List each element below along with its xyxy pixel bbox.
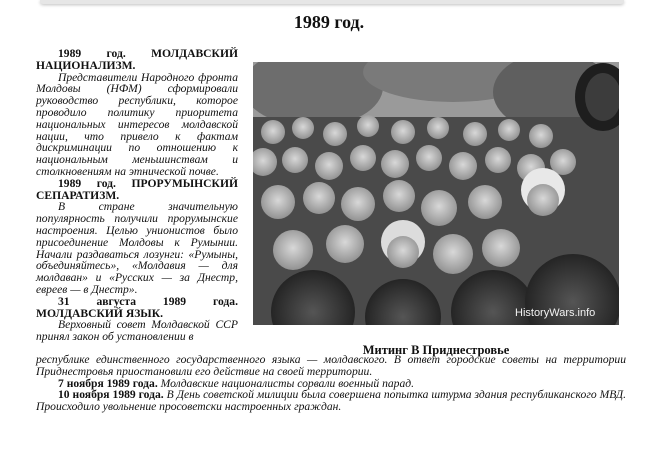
rally-photo — [253, 62, 619, 325]
crowd-photo-illustration — [253, 62, 619, 325]
photo-caption: Митинг В Приднестровье — [362, 343, 510, 357]
photo-watermark: HistoryWars.info — [515, 307, 596, 319]
section-heading-nationalism: 1989 год. МОЛДАВСКИЙ НАЦИОНАЛИЗМ. — [36, 47, 238, 72]
event-date-nov10: 10 ноября 1989 года. — [58, 388, 164, 402]
event-date-nov7: 7 ноября 1989 года. — [58, 376, 158, 390]
event-text-nov7: Молдавские националисты сорвали военный парад. — [160, 376, 415, 390]
section-body-separatism: В стране значительную популярность получили прорумынские настроения. Целью унионистов было присоединение Молдовы к Румынии. Начали раздаваться лозунги: «Румыны, объединяйтесь», «Молдавия — для молдаван» и «Русских — за Днестр, евреев — в Днестр». — [36, 200, 238, 296]
page-title: 1989 год. — [293, 12, 365, 32]
event-text-nov10: В День советской милиции была совершена попытка штурма здания республиканского МВД. Происходило увольнение просоветски настроенных граждан. — [36, 388, 626, 414]
bottom-text-block — [36, 354, 626, 413]
section-body-nationalism: Представители Народного фронта Молдовы (НФМ) сформировали руководство республики, которое проводило политику приоритета национальных интересов молдавской нации, что привело к фактам дискриминации по отношению к национальным меньшинствам и столкновениям на этнической почве. — [36, 70, 238, 178]
event-row-nov10 — [36, 389, 626, 413]
left-text-column — [36, 48, 238, 343]
section-heading-separatism: 1989 год. ПРОРУМЫНСКИЙ СЕПАРАТИЗМ. — [36, 176, 238, 202]
section-body-language-part1: Верховный совет Молдавской ССР принял закон об установлении в — [36, 318, 238, 344]
section-body-language-part2: республике единственного государственного языка — молдавского. В ответ городские советы на территории Приднестровья приостановили его действие на своей территории. — [36, 353, 626, 378]
section-heading-language: 31 августа 1989 года. МОЛДАВСКИЙ ЯЗЫК. — [36, 294, 238, 320]
top-shadow-bar — [40, 0, 624, 4]
